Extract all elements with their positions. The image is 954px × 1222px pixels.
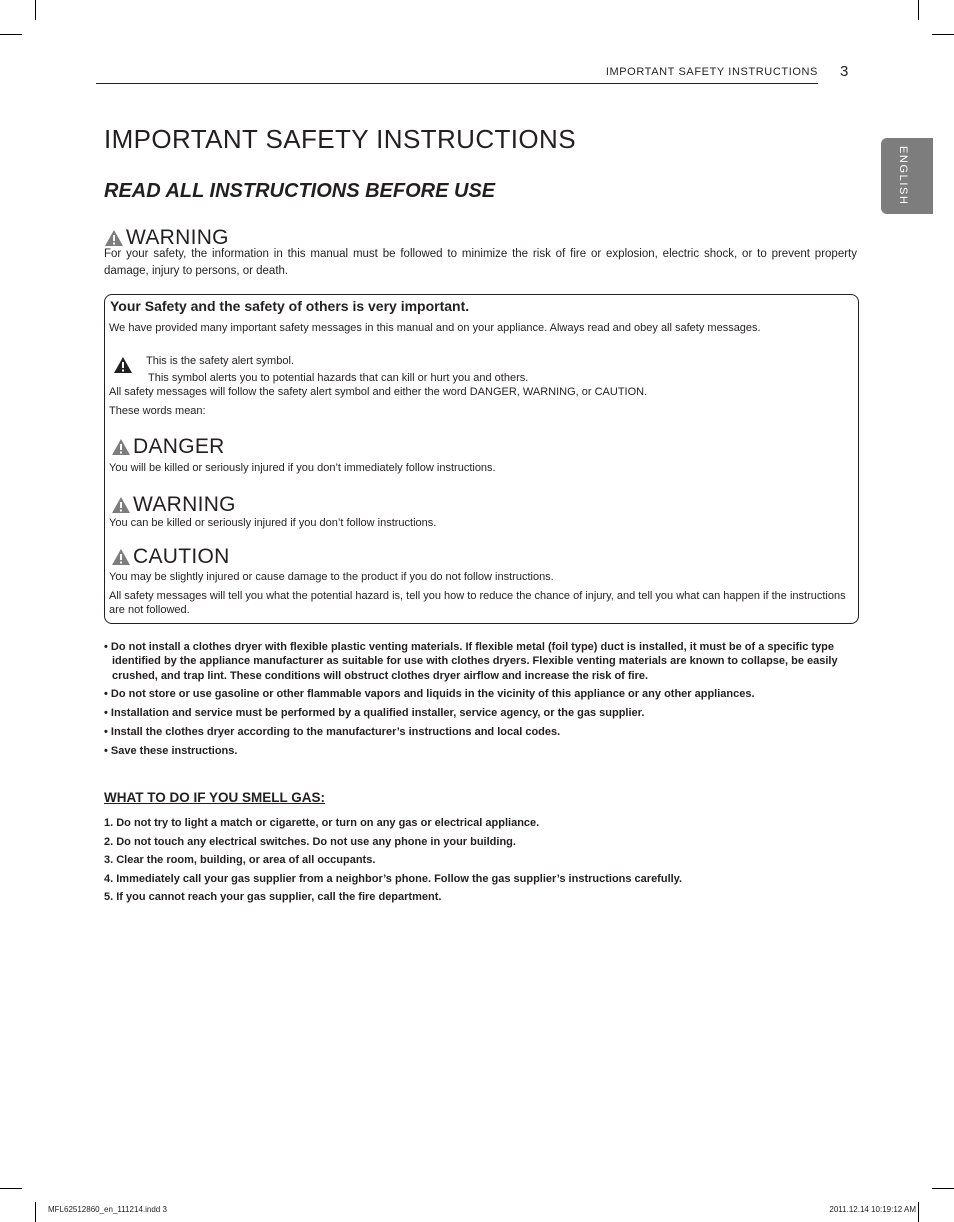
footer-timestamp: 2011.12.14 10:19:12 AM [829, 1205, 916, 1214]
caution-signal-label: CAUTION [133, 545, 230, 568]
crop-mark [932, 34, 954, 35]
safety-alert-icon [113, 356, 133, 374]
list-item: 1. Do not try to light a match or cigarette, or turn on any gas or electrical appliance. [104, 817, 540, 829]
caution-alert-icon [111, 548, 131, 566]
list-item: • Do not install a clothes dryer with flexible plastic venting materials. If flexible metal (foil type) duct is installed, it must be of a specific type identified by the appliance manufacturer as suitable for use with clothes dryers. Flexible venting materials are known to collapse, be easily crushed, and trap lint. These conditions will obstruct clothes dryer airflow and increase the risk of fire. [104, 641, 838, 682]
caution-signal [111, 545, 230, 569]
safety-box-intro: We have provided many important safety messages in this manual and on your appliance. Always read and obey all safety messages. [109, 322, 761, 334]
language-tab-label: ENGLISH [897, 146, 909, 206]
safety-box-heading: Your Safety and the safety of others is very important. [110, 298, 470, 314]
warning-signal-label: WARNING [126, 226, 229, 249]
footer-file: MFL62512860_en_111214.indd 3 [48, 1205, 167, 1214]
warning-box-text: You can be killed or seriously injured if you don’t follow instructions. [109, 517, 437, 529]
warning-alert-icon [104, 229, 124, 247]
list-item: • Install the clothes dryer according to the manufacturer’s instructions and local codes. [104, 725, 561, 738]
warning-alert-icon [111, 496, 131, 514]
page-number: 3 [840, 63, 849, 80]
words-mean: These words mean: [109, 405, 206, 417]
list-item: 2. Do not touch any electrical switches. Do not use any phone in your building. [104, 835, 516, 848]
symbol-description: This symbol alerts you to potential hazards that can kill or hurt you and others. [148, 372, 529, 384]
list-item: • Installation and service must be performed by a qualified installer, service agency, or the gas supplier. [104, 707, 645, 720]
crop-mark [918, 1202, 919, 1222]
danger-alert-icon [111, 438, 131, 456]
danger-signal-label: DANGER [133, 435, 225, 458]
crop-mark [0, 1188, 22, 1189]
follow-text: All safety messages will follow the safety alert symbol and either the word DANGER, WARNING, or CAUTION. [109, 386, 648, 398]
crop-mark [932, 1188, 954, 1189]
gas-steps-list [104, 816, 864, 909]
closing-text: All safety messages will tell you what the potential hazard is, tell you how to reduce the chance of injury, and tell you what can happen if the instructions are not followed. [109, 590, 846, 616]
gas-heading: WHAT TO DO IF YOU SMELL GAS: [104, 790, 326, 805]
warning-signal [111, 493, 236, 517]
crop-mark [0, 34, 22, 35]
list-item: 4. Immediately call your gas supplier from a neighbor’s phone. Follow the gas supplier’s instructions carefully. [104, 872, 683, 885]
crop-mark [35, 0, 36, 20]
page-subtitle: READ ALL INSTRUCTIONS BEFORE USE [104, 180, 496, 202]
safety-bullet-list [104, 640, 844, 763]
page-title: IMPORTANT SAFETY INSTRUCTIONS [104, 124, 576, 154]
list-item: 3. Clear the room, building, or area of all occupants. [104, 854, 376, 867]
running-head [96, 66, 818, 84]
list-item: • Do not store or use gasoline or other flammable vapors and liquids in the vicinity of this appliance or any other appliances. [104, 688, 755, 701]
warning-signal-label: WARNING [133, 493, 236, 516]
list-item: • Save these instructions. [104, 744, 238, 757]
crop-mark [918, 0, 919, 20]
running-head-title: IMPORTANT SAFETY INSTRUCTIONS [605, 66, 818, 78]
symbol-description: This is the safety alert symbol. [146, 355, 294, 367]
warning-text: For your safety, the information in this manual must be followed to minimize the risk of fire or explosion, electric shock, or to prevent property damage, injury to persons, or death. [104, 248, 857, 277]
danger-signal [111, 435, 225, 459]
crop-mark [35, 1202, 36, 1222]
danger-text: You will be killed or seriously injured if you don’t immediately follow instructions. [109, 462, 496, 474]
language-tab [881, 138, 933, 214]
list-item: 5. If you cannot reach your gas supplier, call the fire department. [104, 891, 442, 904]
caution-text: You may be slightly injured or cause damage to the product if you do not follow instructions. [109, 571, 554, 583]
